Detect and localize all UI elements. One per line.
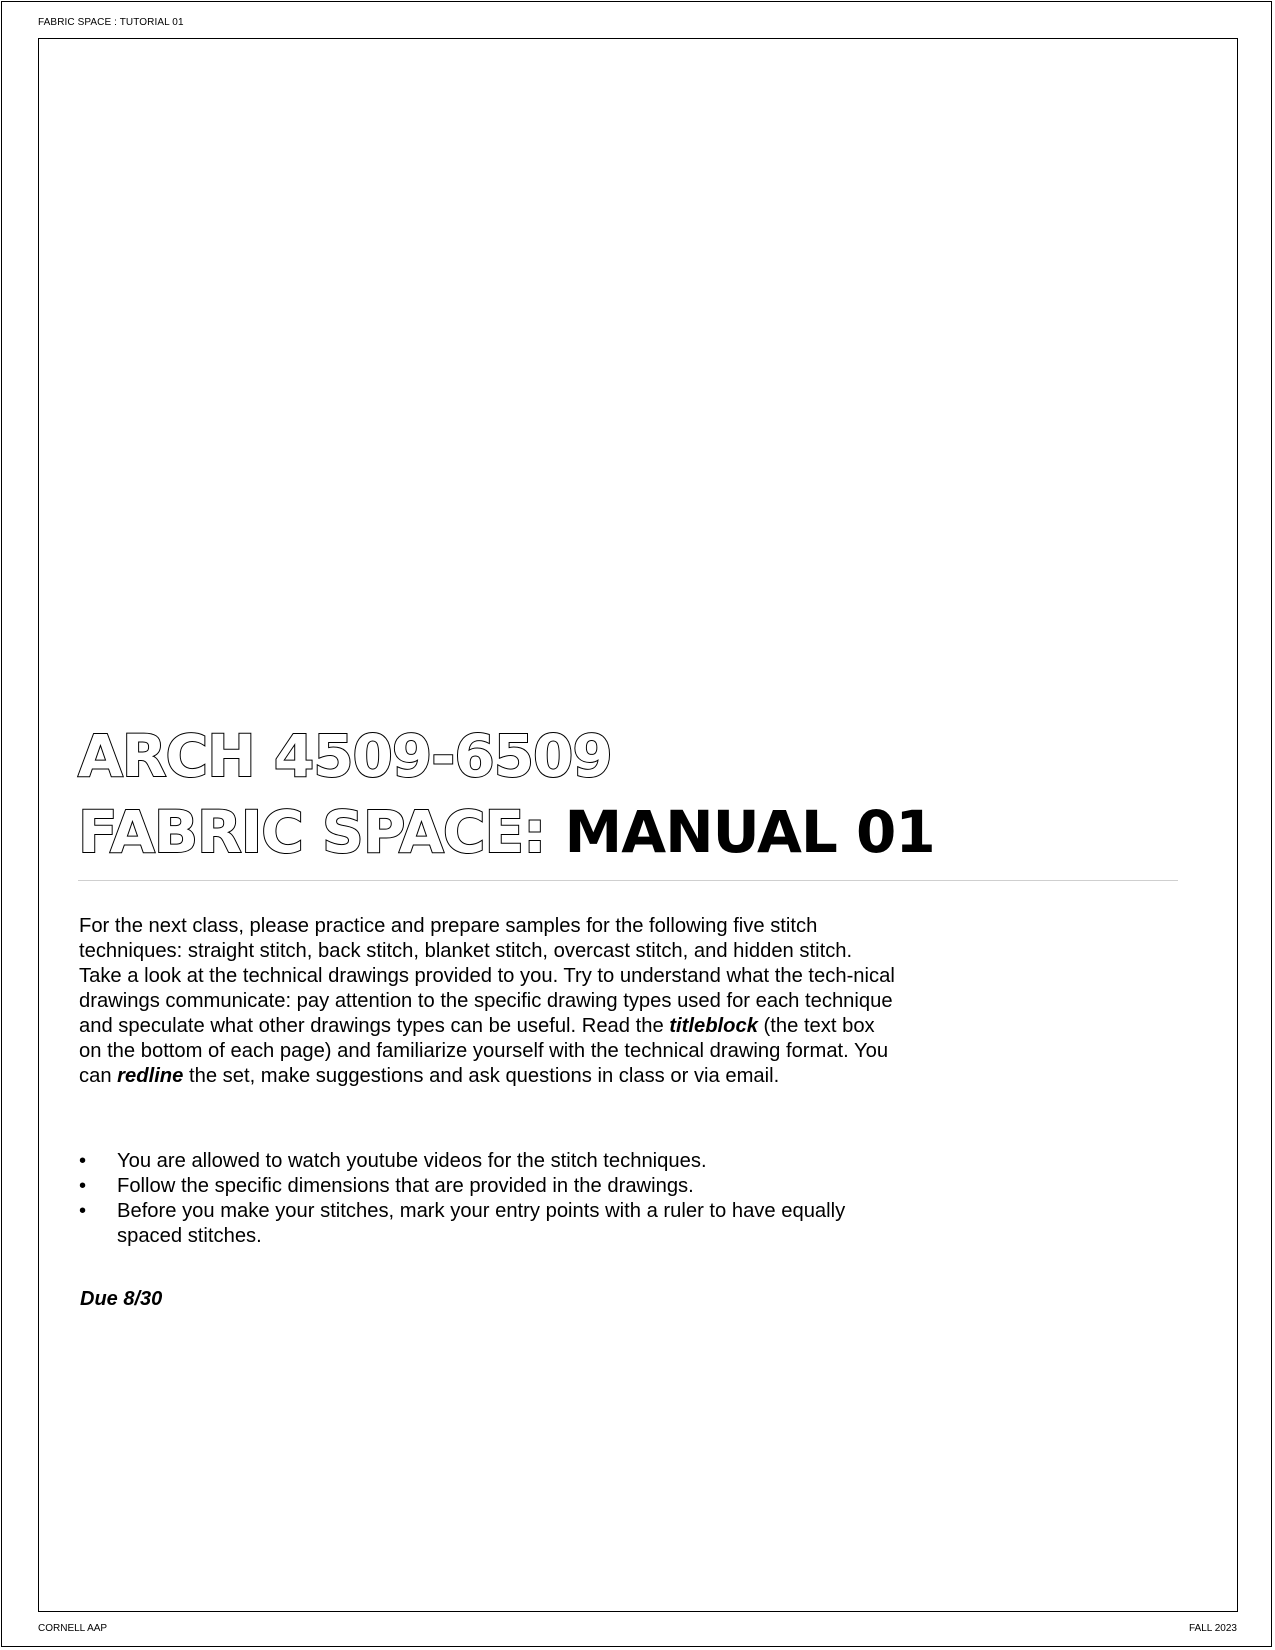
footer-term: FALL 2023 — [1188, 1623, 1237, 1634]
list-item-text: Before you make your stitches, mark your entry points with a ruler to have equally spaced stitches. — [117, 1200, 846, 1247]
list-item-text: You are allowed to watch youtube videos for the stitch techniques. — [117, 1150, 707, 1172]
list-item-text: Follow the specific dimensions that are provided in the drawings. — [117, 1175, 694, 1197]
bullet-marker: • — [79, 1150, 87, 1172]
redline-emphasis: redline — [117, 1065, 184, 1087]
list-item — [79, 1199, 899, 1249]
manual-title-outline: FABRIC SPACE: — [78, 798, 565, 866]
list-item — [79, 1174, 899, 1199]
paragraph-text-3: the set, make suggestions and ask questions in class or via email. — [183, 1065, 780, 1087]
titleblock-emphasis: titleblock — [669, 1015, 758, 1037]
bullet-marker: • — [79, 1200, 87, 1222]
instructions-paragraph — [79, 914, 899, 1089]
title-divider — [78, 880, 1178, 881]
manual-title — [78, 794, 1178, 870]
title-block — [78, 718, 1178, 870]
paragraph-text-1: For the next class, please practice and prepare samples for the following five stitch techniques: straight stitch, back stitch, blanket stitch, overcast stitch, and hidden stitch. Take a look at the technical drawings provided to you. Try to understand what the tech-nical drawings communicate: pay attention to the specific drawing types used for each technique and speculate what other drawings types can be useful. Read the — [79, 915, 895, 1037]
instructions-list — [79, 1149, 899, 1249]
list-item — [79, 1149, 899, 1174]
manual-title-solid: MANUAL 01 — [564, 798, 935, 866]
course-code-title: ARCH 4509-6509 — [78, 722, 612, 790]
footer-institution: CORNELL AAP — [38, 1623, 108, 1634]
bullet-marker: • — [79, 1175, 87, 1197]
due-date: Due 8/30 — [80, 1288, 163, 1310]
header-label: FABRIC SPACE : TUTORIAL 01 — [38, 17, 184, 28]
paragraph-text-2: (the text box on the bottom of each page) and familiarize yourself with the technical drawing format. You can — [79, 1015, 889, 1087]
